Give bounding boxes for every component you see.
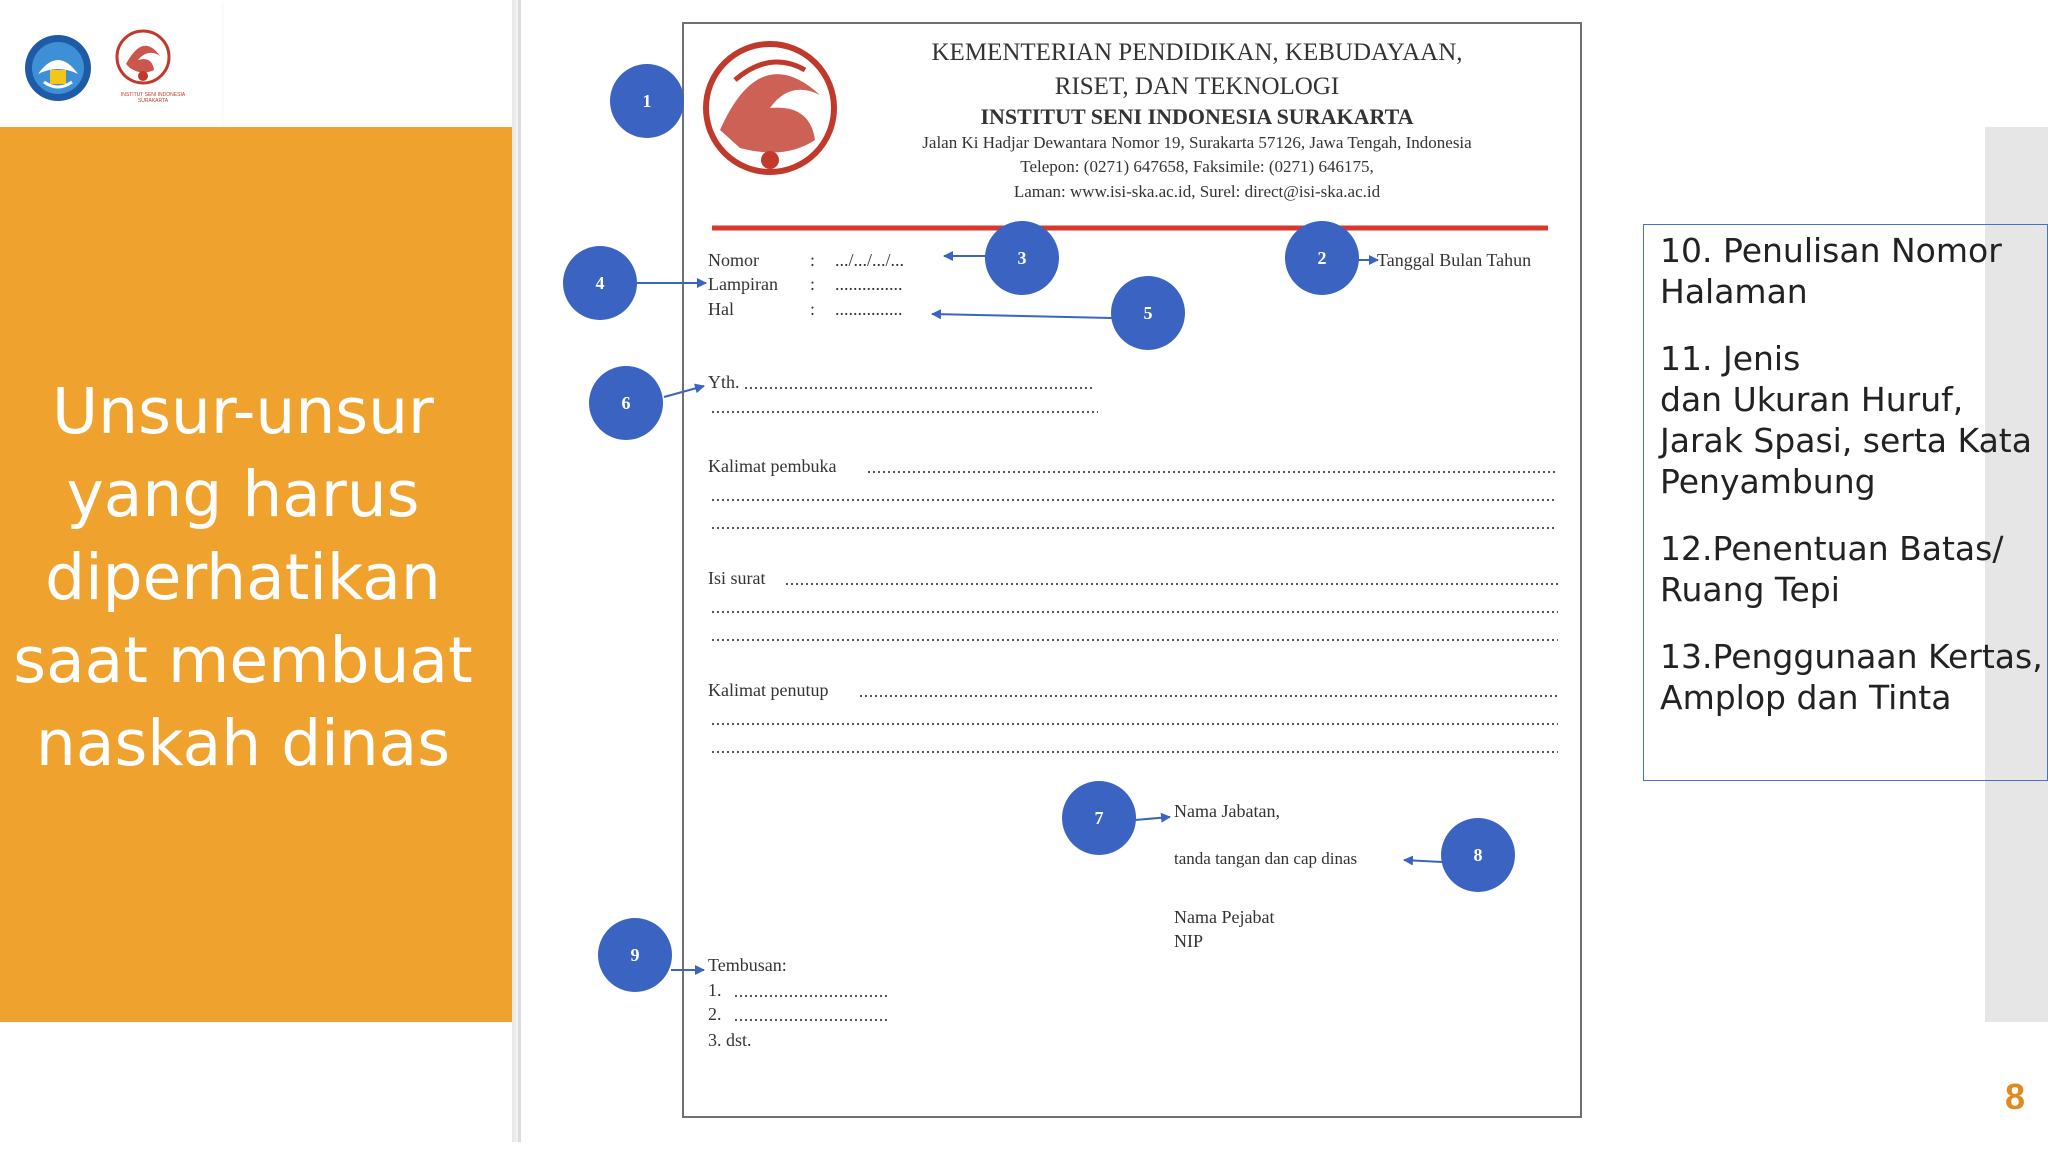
field-lampiran-label: Lampiran bbox=[708, 274, 778, 294]
marker-8 bbox=[1441, 818, 1515, 892]
letter-emblem-icon bbox=[706, 44, 834, 172]
letterhead-ministry-1: KEMENTERIAN PENDIDIKAN, KEBUDAYAAN, bbox=[931, 39, 1463, 66]
field-hal-label: Hal bbox=[708, 299, 734, 319]
slide-title: Unsur-unsur yang harus diperhatikan saat membuat naskah dinas bbox=[13, 375, 473, 780]
marker-4-label: 4 bbox=[595, 273, 605, 293]
letter-date: Tanggal Bulan Tahun bbox=[1377, 250, 1532, 270]
letter-closing: Kalimat penutup bbox=[708, 680, 829, 700]
info-item-13: 13.Penggunaan Kertas, Amplop dan Tinta bbox=[1660, 637, 2043, 717]
letterhead-institution: INSTITUT SENI INDONESIA SURAKARTA bbox=[980, 104, 1414, 129]
marker-1 bbox=[610, 64, 684, 138]
marker-9 bbox=[598, 918, 672, 992]
letter-template-image bbox=[522, 0, 1682, 1152]
field-lampiran-value: ............... bbox=[835, 274, 903, 294]
letterhead-address: Jalan Ki Hadjar Dewantara Nomor 19, Surakarta 57126, Jawa Tengah, Indonesia bbox=[922, 133, 1472, 152]
marker-2 bbox=[1285, 221, 1359, 295]
marker-8-label: 8 bbox=[1473, 845, 1483, 865]
arrow-5 bbox=[932, 314, 1112, 318]
arrow-8 bbox=[1404, 860, 1442, 862]
letter-signature: tanda tangan dan cap dinas bbox=[1174, 849, 1358, 868]
letter-body: Isi surat bbox=[708, 568, 766, 588]
kemendikbud-logo-icon bbox=[24, 34, 92, 102]
isi-logo-caption: INSTITUT SENI INDONESIA SURAKARTA bbox=[120, 92, 186, 104]
marker-7-label: 7 bbox=[1094, 808, 1104, 828]
marker-6 bbox=[589, 366, 663, 440]
marker-6-label: 6 bbox=[621, 393, 631, 413]
letterhead-phone: Telepon: (0271) 647658, Faksimile: (0271) 646175, bbox=[1020, 157, 1374, 176]
marker-1-label: 1 bbox=[642, 91, 652, 111]
letter-position: Nama Jabatan, bbox=[1174, 801, 1280, 821]
letter-opening: Kalimat pembuka bbox=[708, 456, 837, 476]
letterhead-web: Laman: www.isi-ska.ac.id, Surel: direct@isi-ska.ac.id bbox=[1013, 182, 1381, 201]
field-nomor-label: Nomor bbox=[708, 250, 759, 270]
field-hal-colon: : bbox=[810, 299, 816, 319]
marker-5 bbox=[1111, 276, 1185, 350]
arrow-7 bbox=[1135, 817, 1170, 820]
letter-nip: NIP bbox=[1174, 931, 1204, 951]
marker-4 bbox=[563, 246, 637, 320]
logo-bar bbox=[0, 0, 222, 127]
page-number: 8 bbox=[2004, 1076, 2026, 1117]
marker-2-label: 2 bbox=[1317, 248, 1327, 268]
letterhead-ministry-2: RISET, DAN TEKNOLOGI bbox=[1054, 73, 1340, 100]
letter-cc-1: 1. bbox=[708, 980, 722, 1000]
letter-cc-2: 2. bbox=[708, 1004, 722, 1024]
letter-yth: Yth. bbox=[708, 372, 740, 392]
info-item-10: 10. Penulisan Nomor Halaman bbox=[1660, 231, 2002, 311]
marker-3-label: 3 bbox=[1017, 248, 1027, 268]
letter-official-name: Nama Pejabat bbox=[1174, 907, 1275, 927]
marker-5-label: 5 bbox=[1143, 303, 1153, 323]
field-nomor-value: .../.../.../... bbox=[835, 250, 905, 270]
marker-7 bbox=[1062, 781, 1136, 855]
info-list bbox=[1660, 230, 2048, 744]
marker-9-label: 9 bbox=[630, 945, 640, 965]
info-item-12: 12.Penentuan Batas/ Ruang Tepi bbox=[1660, 529, 2004, 609]
letter-cc-3: 3. dst. bbox=[708, 1030, 752, 1050]
arrow-6 bbox=[664, 386, 704, 397]
divider-line bbox=[518, 0, 521, 1142]
field-hal-value: ............... bbox=[835, 299, 903, 319]
field-nomor-colon: : bbox=[810, 250, 816, 270]
marker-3 bbox=[985, 221, 1059, 295]
letter-cc-title: Tembusan: bbox=[708, 955, 787, 975]
field-lampiran-colon: : bbox=[810, 274, 816, 294]
info-item-11: 11. Jenis dan Ukuran Huruf, Jarak Spasi, serta Kata Penyambung bbox=[1660, 339, 2032, 501]
isi-surakarta-logo-icon bbox=[108, 26, 178, 88]
